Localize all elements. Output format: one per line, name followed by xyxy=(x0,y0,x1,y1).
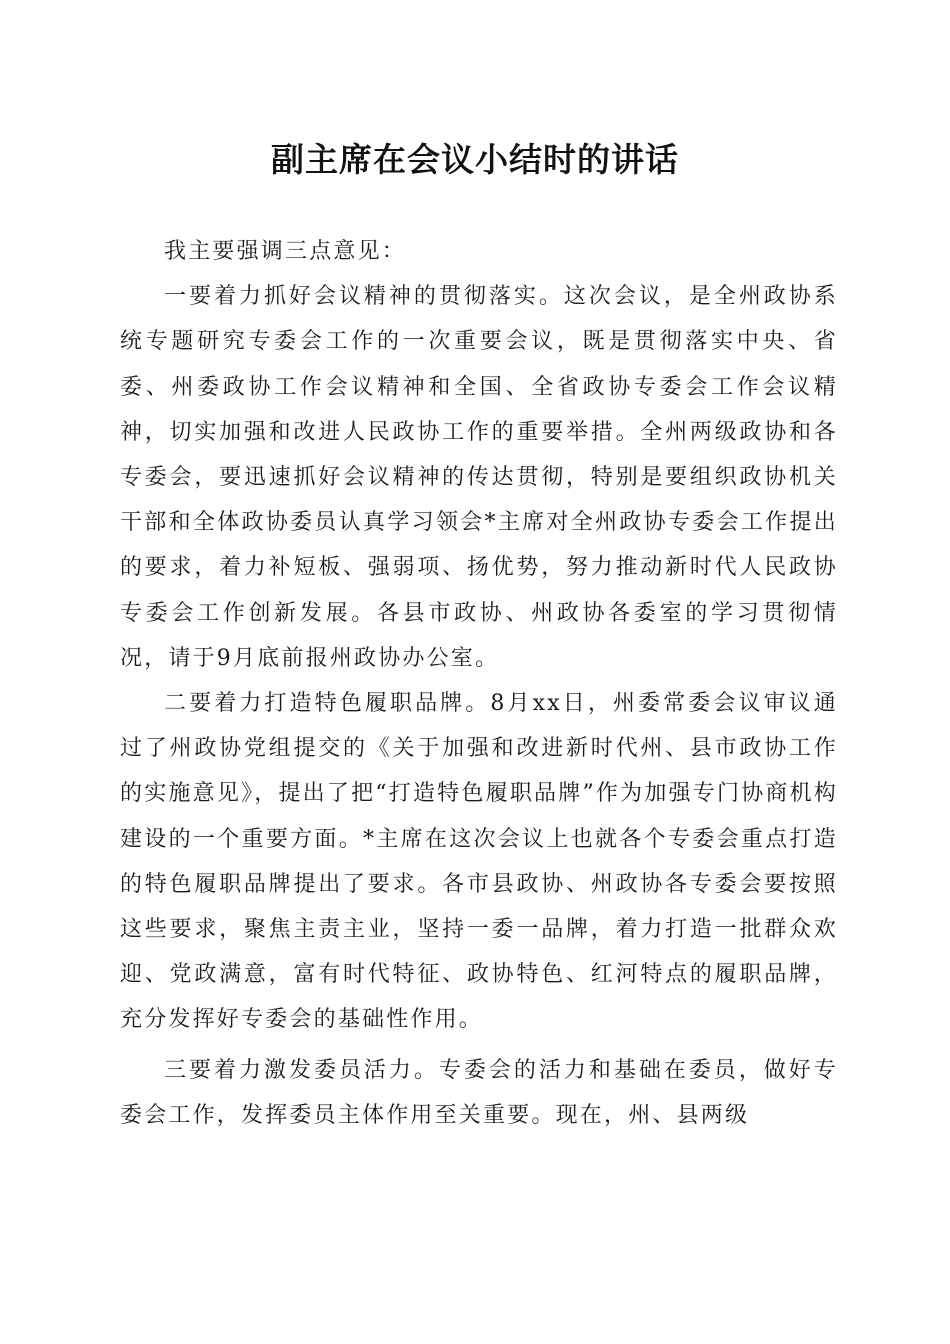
paragraph-intro: 我主要强调三点意见： xyxy=(164,239,407,264)
paragraph-point-two: 二要着力打造特色履职品牌。8月xx日，州委常委会议审议通过了州政协党组提交的《关于加强和改进新时代州、县市政协工作的实施意见》，提出了把“打造特色履职品牌”作为加强专门协商机构建设的一个重要方面。*主席在这次会议上也就各个专委会重点打造的特色履职品牌提出了要求。各市县政协、州政协各专委会要按照这些要求，聚焦主责主业，坚持一委一品牌，着力打造一批群众欢迎、党政满意，富有时代特征、政协特色、红河特点的履职品牌，充分发挥好专委会的基础性作用。 xyxy=(120,691,838,1033)
paragraph-point-one: 一要着力抓好会议精神的贯彻落实。这次会议，是全州政协系统专题研究专委会工作的一次重要会议，既是贯彻落实中央、省委、州委政协工作会议精神和全国、全省政协专委会工作会议精神，切实加强和改进人民政协工作的重要举措。全州两级政协和各专委会，要迅速抓好会议精神的传达贯彻，特别是要组织政协机关干部和全体政协委员认真学习领会*主席对全州政协专委会工作提出的要求，着力补短板、强弱项、扬优势，努力推动新时代人民政协专委会工作创新发展。各县市政协、州政协各委室的学习贯彻情况，请于9月底前报州政协办公室。 xyxy=(120,284,838,671)
paragraph-point-three: 三要着力激发委员活力。专委会的活力和基础在委员，做好专委会工作，发挥委员主体作用至关重要。现在，州、县两级 xyxy=(120,1057,838,1128)
document-body xyxy=(120,229,838,1138)
document-title: 副主席在会议小结时的讲话 xyxy=(271,140,679,179)
